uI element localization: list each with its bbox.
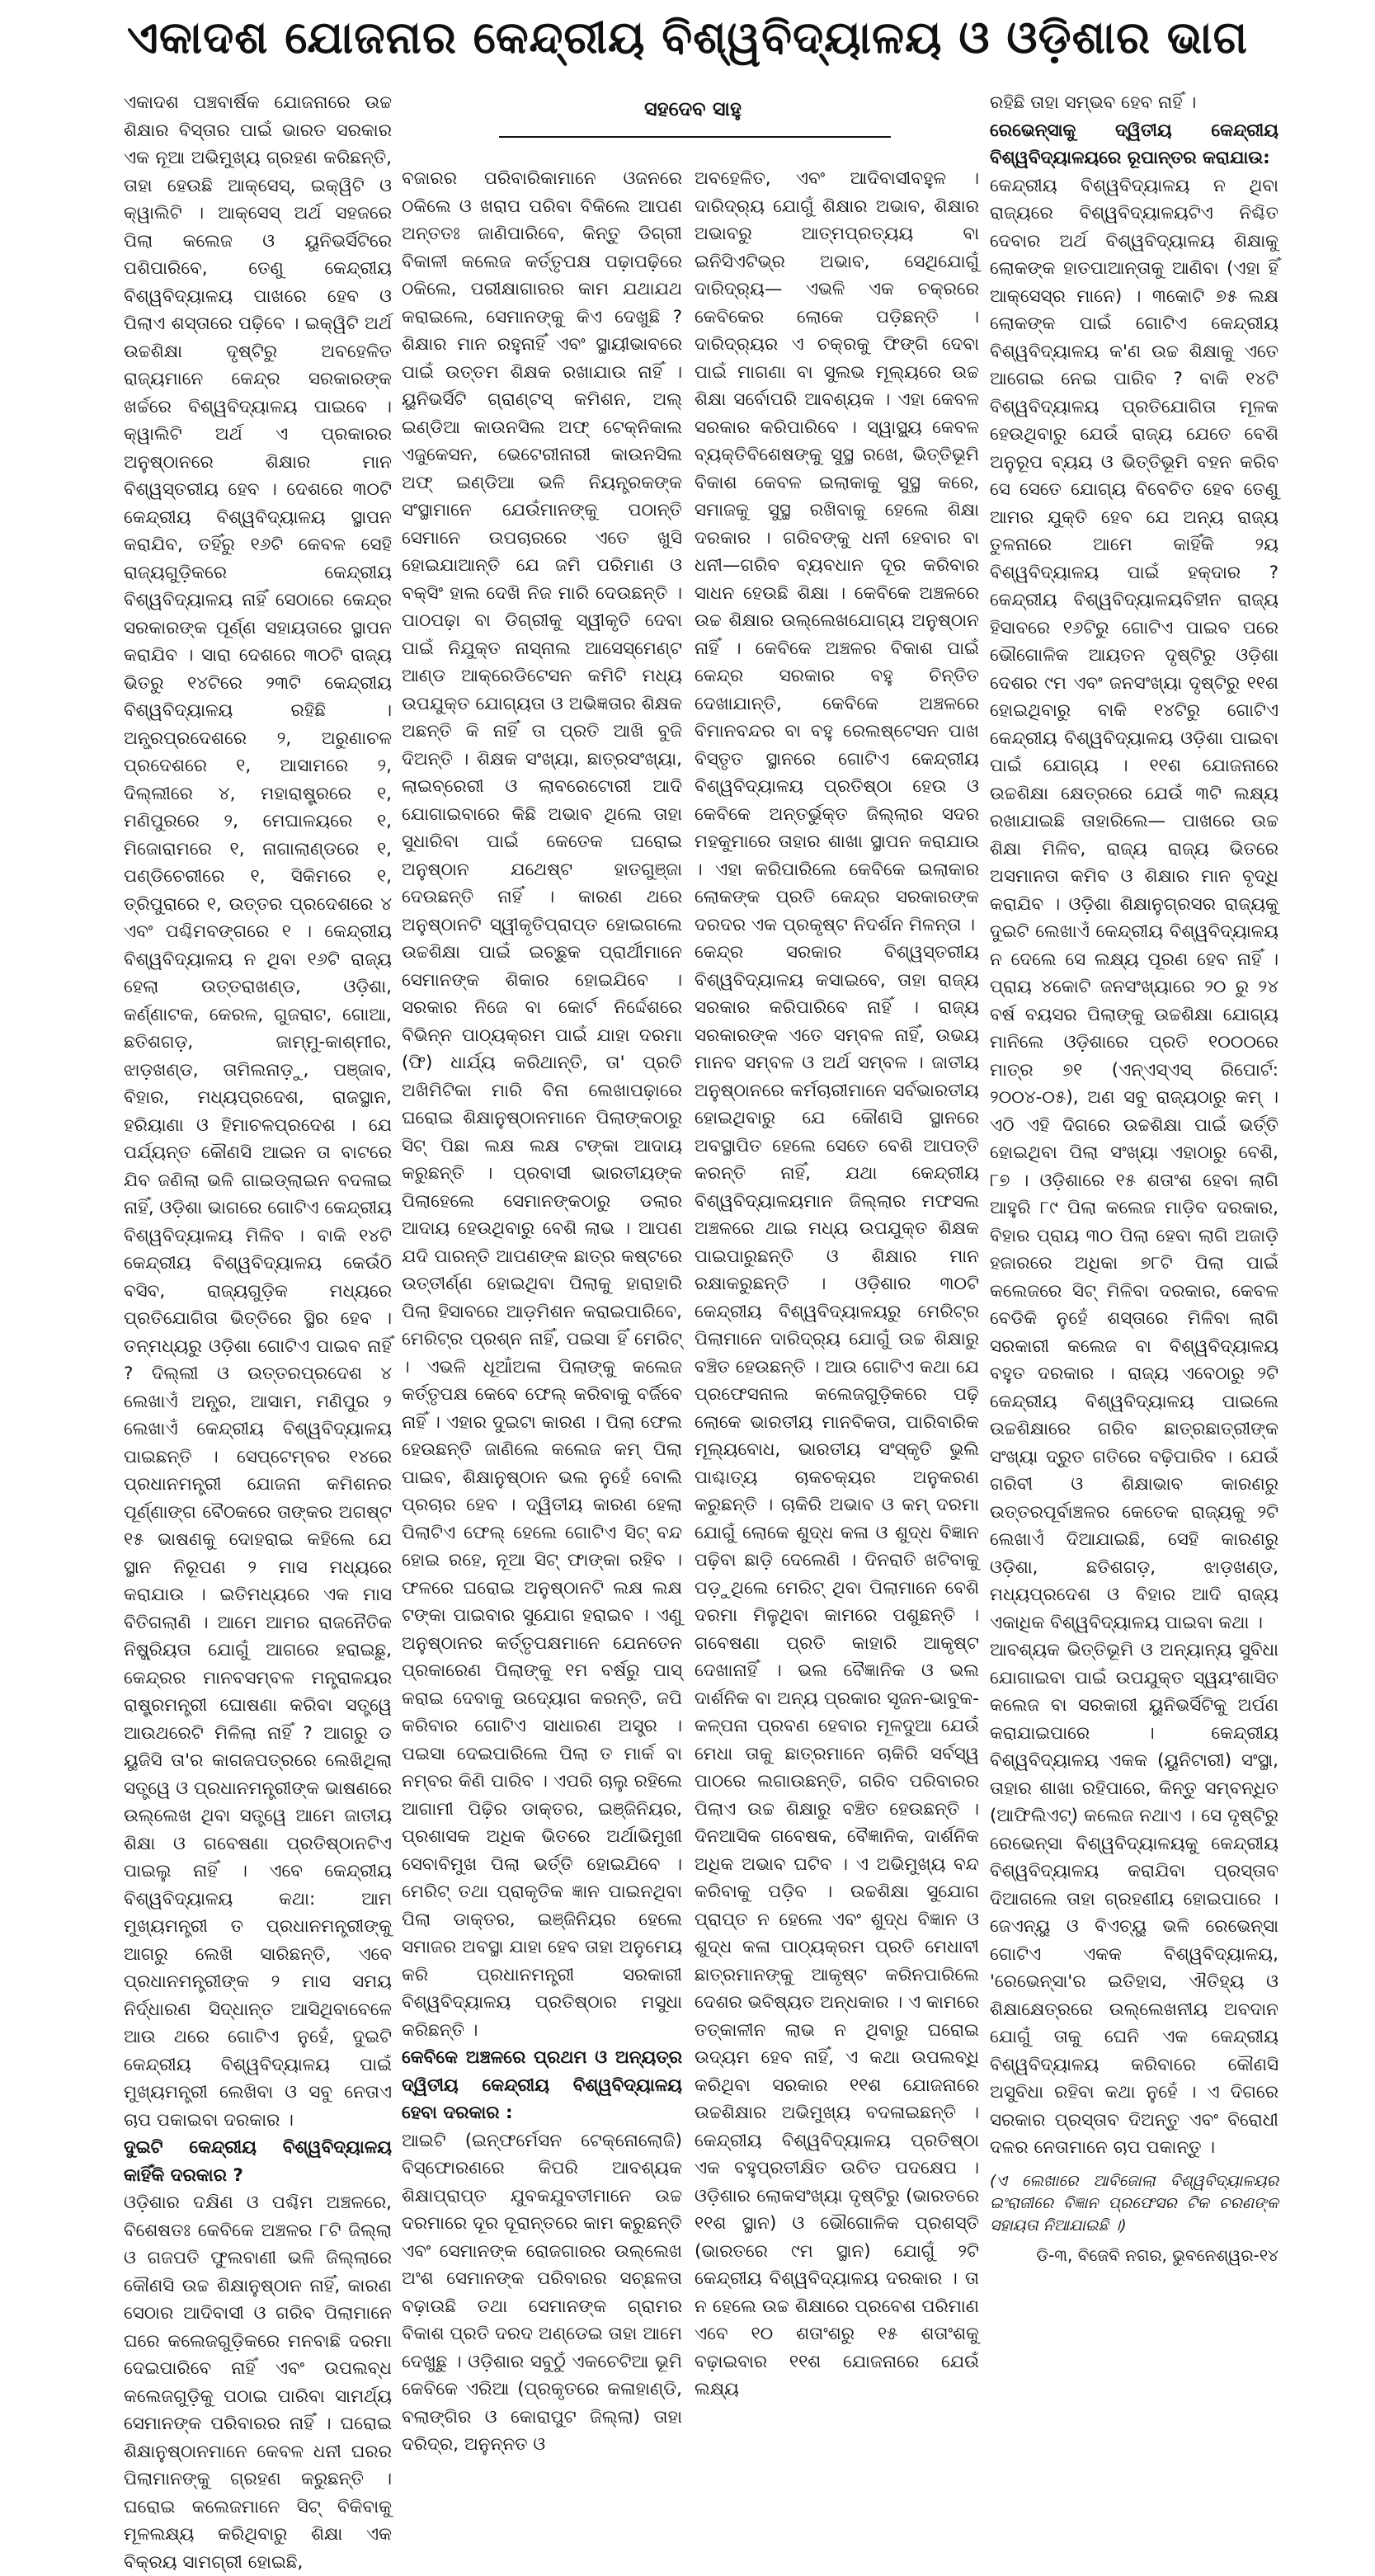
byline-rule: [499, 136, 891, 138]
author-address: ଡି-୩, ବିଜେବି ନଗର, ଭୁବନେଶ୍ୱର-୧୪: [1036, 2244, 1278, 2265]
paragraph: କେନ୍ଦ୍ରୀୟ ବିଶ୍ୱବିଦ୍ୟାଳୟ ନ ଥିବା ରାଜ୍ୟରେ ବିଶ୍ୱବିଦ୍ୟାଳୟଟିଏ ନିଶ୍ଚିତ ଦେବାର ଅର୍ଥ ବିଶ୍ୱବିଦ୍ୟାଳୟ ଶିକ୍ଷାକୁ ଲୋକଙ୍କ ହାତପାଆନ୍ତାକୁ ଆଣିବା (ଏହା ହିଁ ଆକ୍ସେସ୍‌ର ମାନେ) । ୩କୋଟି ୭୫ ଲକ୍ଷ ଲୋକଙ୍କ ପାଇଁ ଗୋଟିଏ କେନ୍ଦ୍ରୀୟ ବିଶ୍ୱବିଦ୍ୟାଳୟ କ'ଣ ଉଚ୍ଚ ଶିକ୍ଷାକୁ ଏତେ ଆଗେଇ ନେଇ ପାରିବ ? ବାକି ୧୪ଟି ବିଶ୍ୱବିଦ୍ୟାଳୟ ପ୍ରତିଯୋଗିତା ମୂଳକ ହେଉଥିବାରୁ ଯେଉଁ ରାଜ୍ୟ ଯେତେ ବେଶି ଅନୁରୂପ ବ୍ୟୟ ଓ ଭିତ୍ତିଭୂମି ବହନ କରିବ ସେ ସେତେ ଯୋଗ୍ୟ ବିବେଚିତ ହେବ ତେଣୁ ଆମର ଯୁକ୍ତି ହେବ ଯେ ଅନ୍ୟ ରାଜ୍ୟ ତୁଳନାରେ ଆମେ କାହିଁକି ୨ୟ ବିଶ୍ୱବିଦ୍ୟାଳୟ ପାଇଁ ହକ୍‌ଦାର ? କେନ୍ଦ୍ରୀୟ ବିଶ୍ୱବିଦ୍ୟାଳୟବିହୀନ ରାଜ୍ୟ ହିସାବରେ ୧୬ଟିରୁ ଗୋଟିଏ ପାଇବ ପରେ ଭୌଗୋଳିକ ଆୟତନ ଦୃଷ୍ଟିରୁ ଓଡ଼ିଶା ଦେଶର ୯ମ ଏବଂ ଜନସଂଖ୍ୟା ଦୃଷ୍ଟିରୁ ୧୧ଶ ହୋଇଥିବାରୁ ବାକି ୧୪ଟିରୁ ଗୋଟିଏ କେନ୍ଦ୍ରୀୟ ବିଶ୍ୱବିଦ୍ୟାଳୟ ଓଡ଼ିଶା ପାଇବା ପାଇଁ ଯୋଗ୍ୟ । ୧୧ଶ ଯୋଜନାରେ ଉଚ୍ଚଶିକ୍ଷା କ୍ଷେତ୍ରରେ ଯେଉଁ ୩ଟି ଲକ୍ଷ୍ୟ ରଖାଯାଇଛି ତାହାରିଲେ— ପାଖରେ ଉଚ୍ଚ ଶିକ୍ଷା ମିଳିବ, ରାଜ୍ୟ ରାଜ୍ୟ ଭିତରେ ଅସମାନତା କମିବ ଓ ଶିକ୍ଷାର ମାନ ବୃଦ୍ଧି କରାଯିବ । ଓଡ଼ିଶା ଶିକ୍ଷାନୁଗ୍ରସର ରାଜ୍ୟକୁ ଦୁଇଟି ଲେଖାଏଁ କେନ୍ଦ୍ରୀୟ ବିଶ୍ୱବିଦ୍ୟାଳୟ ନ ଦେଲେ ସେ ଲକ୍ଷ୍ୟ ପୂରଣ ହେବ ନାହିଁ । ପ୍ରାୟ ୪କୋଟି ଜନସଂଖ୍ୟାରେ ୨୦ ରୁ ୨୪ ବର୍ଷ ବୟସର ପିଲାଙ୍କୁ ଉଚ୍ଚଶିକ୍ଷା ଯୋଗ୍ୟ ମାନିଲେ ଓଡ଼ିଶାରେ ପ୍ରତି ୧୦୦୦ରେ ମାତ୍ର ୭୧ (ଏନ୍‌ଏସ୍‌ଏସ୍ ରିପୋର୍ଟ: ୨୦୦୪-୦୫), ଅଣ ସବୁ ରାଜ୍ୟଠାରୁ କମ୍ । ଏଠି ଏହି ଦିଗରେ ଉଚ୍ଚଶିକ୍ଷା ପାଇଁ ଭର୍ତ୍ତି ହୋଇଥିବା ପିଲା ସଂଖ୍ୟା ଏହାଠାରୁ ବେଶି, ୮୭ । ଓଡ଼ିଶାରେ ୧୫ ଶତାଂଶ ହେବା ଲାଗି ଆହୁରି ୮୯ ପିଲା କଲେଜ ମାଡ଼ିବ ଦରକାର, ବିହାର ପ୍ରାୟ ୩୦ ପିଲା ହେବା ଲାଗି ଅଜାଡ଼ି ହଜାରରେ ଅଧିକା ୭୮ଟି ପିଲା ପାଇଁ କଲେଜରେ ସିଟ୍ ମିଳିବା ଦରକାର, କେବଳ ବେଡିକି ନୁହେଁ ଶସ୍ତାରେ ମିଳିବା ଲାଗି ସରକାରୀ କଲେଜ ବା ବିଶ୍ୱବିଦ୍ୟାଳୟ ବହୁତ ଦରକାର । ରାଜ୍ୟ ଏବେଠାରୁ ୨ଟି କେନ୍ଦ୍ରୀୟ ବିଶ୍ୱବିଦ୍ୟାଳୟ ପାଇଲେ ଉଚ୍ଚଶିକ୍ଷାରେ ଗରିବ ଛାତ୍ରଛାତ୍ରୀଙ୍କ ସଂଖ୍ୟା ଦ୍ରୁତ ଗତିରେ ବଢ଼ିପାରିବ । ଯେଉଁ ଗରିବୀ ଓ ଶିକ୍ଷାଭାବ କାରଣରୁ ଉତ୍ତରପୂର୍ବାଞ୍ଚଳର କେତେକ ରାଜ୍ୟକୁ ୨ଟି ଲେଖାଏଁ ଦିଆଯାଇଛି, ସେହି କାରଣରୁ ଓଡ଼ିଶା, ଛତିଶଗଡ଼, ଝାଡ଼ଖଣ୍ଡ, ମଧ୍ୟପ୍ରଦେଶ ଓ ବିହାର ଆଦି ରାଜ୍ୟ ଏକାଧିକ ବିଶ୍ୱବିଦ୍ୟାଳୟ ପାଇବା କଥା ।: [990, 175, 1278, 1633]
article-column-3: [695, 165, 979, 2399]
paragraph: ଆଇଟି (ଇନ୍‌ଫର୍ମେସନ ଟେକ୍ନୋଲୋଜି) ବିସ୍ଫୋରଣରେ କିପରି ଆବଶ୍ୟକ ଶିକ୍ଷାପ୍ରାପ୍ତ ଯୁବକଯୁବତୀମାନେ ଉଚ୍ଚ ଦରମାରେ ଦୂର ଦୂରାନ୍ତରେ କାମ କରୁଛନ୍ତି ଏବଂ ସେମାନଙ୍କ ରୋଜଗାରର ଉଲ୍ଲେଖ ଅଂଶ ସେମାନଙ୍କ ପରିବାରର ସଚ୍ଛଳତା ବଢ଼ାଉଛି ତଥା ସେମାନଙ୍କ ଗ୍ରାମର ବିକାଶ ପ୍ରତି ଦରଦ ଅଣ୍ଡେଇ ତାହା ଆମେ ଦେଖୁଛୁ । ଓଡ଼ିଶାର ସବୁଠୁଁ ଏକଚେଟିଆ ଭୂମି କେବିକେ ଏରିଆ (ପ୍ରକୃତରେ କଳାହାଣ୍ଡି, ବଲାଙ୍ଗିର ଓ କୋରାପୁଟ ଜିଲ୍ଲା) ତାହା ଦରିଦ୍ର, ଅନୁନ୍ନତ ଓ: [402, 2130, 682, 2455]
paragraph: ବଜାରର ପରିବାରିକାମାନେ ଓଜନରେ ଠକିଲେ ଓ ଖରାପ ପରିବା ବିକିଲେ ଆପଣ ଅନ୍ତତଃ ଜାଣିପାରିବେ, କିନ୍ତୁ ଡିଗ୍ରୀ ବିକାଳୀ କଲେଜ କର୍ତ୍ତୃପକ୍ଷ ପଢ଼ାପଢ଼ିରେ ଠକିଲେ, ପରୀକ୍ଷାଗାରର କାମ ଯଥାଯଥ କରାଇଲେ, ସେମାନଙ୍କୁ କିଏ ଦେଖୁଛି ? ଶିକ୍ଷାର ମାନ ରହୁନାହିଁ ଏବଂ ସ୍ଥାୟୀଭାବରେ ପାଇଁ ଉତ୍ତମ ଶିକ୍ଷକ ରଖାଯାଉ ନାହିଁ । ୟୁନିଭର୍ସିଟି ଗ୍ରାଣ୍ଟସ୍ କମିଶନ, ଅଲ୍ ଇଣ୍ଡିଆ କାଉନସିଲ ଅଫ୍ ଟେକ୍ନିକାଲ ଏଜୁକେସନ, ଭେଟେରୀନାରୀ କାଉନସିଲ ଅଫ୍ ଇଣ୍ଡିଆ ଭଳି ନିୟନ୍ତ୍ରକଙ୍କ ସଂସ୍ଥାମାନେ ଯେଉଁମାନଙ୍କୁ ପଠାନ୍ତି ସେମାନେ ଉପଚାରରେ ଏତେ ଖୁସି ହୋଇଯାଆନ୍ତି ଯେ ଜମି ପରିମାଣ ଓ ବକ୍ସିଂ ହାଲ ଦେଖି ନିଜ ମାରି ଦେଉଛନ୍ତି । ପାଠପଢ଼ା ବା ଡିଗ୍ରୀକୁ ସ୍ୱୀକୃତି ଦେବା ପାଇଁ ନିଯୁକ୍ତ ନାସ୍‌ନାଲ ଆସେସ୍‌ମେଣ୍ଟ ଆଣ୍ଡ ଆକ୍ରେଡିଟେସନ କମିଟି ମଧ୍ୟ ଉପଯୁକ୍ତ ଯୋଗ୍ୟତା ଓ ଅଭିଜ୍ଞତାର ଶିକ୍ଷକ ଅଛନ୍ତି କି ନାହିଁ ତା ପ୍ରତି ଆଖି ବୁଜି ଦିଅନ୍ତି । ଶିକ୍ଷକ ସଂଖ୍ୟା, ଛାତ୍ରସଂଖ୍ୟା, ଲାଇବ୍ରେରୀ ଓ ଲାବରେଟୋରୀ ଆଦି ଯୋଗାଇବାରେ କିଛି ଅଭାବ ଥିଲେ ତାହା ସୁଧାରିବା ପାଇଁ କେତେକ ଘରୋଇ ଅନୁଷ୍ଠାନ ଯଥେଷ୍ଟ ହାତଗୁଞ୍ଜା ଦେଉଛନ୍ତି ନାହିଁ । କାରଣ ଥରେ ଅନୁଷ୍ଠାନଟି ସ୍ୱୀକୃତିପ୍ରାପ୍ତ ହୋଇଗଲେ ଉଚ୍ଚଶିକ୍ଷା ପାଇଁ ଇଚ୍ଛୁକ ପ୍ରାର୍ଥୀମାନେ ସେମାନଙ୍କ ଶିକାର ହୋଇଯିବେ । ସରକାର ନିଜେ ବା କୋର୍ଟ ନିର୍ଦ୍ଦେଶରେ ବିଭିନ୍ନ ପାଠ୍ୟକ୍ରମ ପାଇଁ ଯାହା ଦରମା (ଫି) ଧାର୍ଯ୍ୟ କରିଥାନ୍ତି, ତା' ପ୍ରତି ଅଖିମିଟିକା ମାରି ବିନା ଲେଖାପଢ଼ାରେ ଘରୋଇ ଶିକ୍ଷାନୁଷ୍ଠାନମାନେ ପିଲାଙ୍କଠାରୁ ସିଟ୍ ପିଛା ଲକ୍ଷ ଲକ୍ଷ ଟଙ୍କା ଆଦାୟ କରୁଛନ୍ତି । ପ୍ରବାସୀ ଭାରତୀୟଙ୍କ ପିଲାହେଲେ ସେମାନଙ୍କଠାରୁ ଡଲାର ଆଦାୟ ହେଉଥିବାରୁ ବେଶି ଲାଭ । ଆପଣ ଯଦି ପାରନ୍ତି ଆପଣଙ୍କ ଛାତ୍ର କଷ୍ଟରେ ଉତ୍ତୀର୍ଣ୍ଣ ହୋଇଥିବା ପିଲାକୁ ହାରାହାରି ପିଲା ହିସାବରେ ଆଡ଼ମିଶନ କରାଇପାରିବେ, ମେରିଟ୍‌ର ପ୍ରଶ୍ନ ନାହିଁ, ପଇସା ହିଁ ମେରିଟ୍ । ଏଭଳି ଧୂଆଁଅଳା ପିଲାଙ୍କୁ କଲେଜ କର୍ତ୍ତୃପକ୍ଷ କେବେ ଫେଲ୍ କରିବାକୁ ବର୍ଜିବେ ନାହିଁ । ଏହାର ଦୁଇଟା କାରଣ । ପିଲା ଫେଲ ହେଉଛନ୍ତି ଜାଣିଲେ କଲେଜ କମ୍ ପିଲା ପାଇବ, ଶିକ୍ଷାନୁଷ୍ଠାନ ଭଲ ନୁହେଁ ବୋଲି ପ୍ରଚାର ହେବ । ଦ୍ୱିତୀୟ କାରଣ ହେଲା ପିଲାଟିଏ ଫେଲ୍ ହେଲେ ଗୋଟିଏ ସିଟ୍ ବନ୍ଦ ହୋଇ ରହେ, ନୂଆ ସିଟ୍ ଫାଙ୍କା ରହିବ । ଫଳରେ ଘରୋଇ ଅନୁଷ୍ଠାନଟି ଲକ୍ଷ ଲକ୍ଷ ଟଙ୍କା ପାଇବାର ସୁଯୋଗ ହରାଇବ । ଏଣୁ ଅନୁଷ୍ଠାନର କର୍ତ୍ତୃପକ୍ଷମାନେ ଯେନତେନ ପ୍ରକାରେଣ ପିଲାଙ୍କୁ ୧ମ ବର୍ଷରୁ ପାସ୍ କରାଇ ଦେବାକୁ ଉଦ୍ୟୋଗ କରନ୍ତି, ଜପି କରିବାର ଗୋଟିଏ ସାଧାରଣ ଅସ୍ତ୍ର । ପଇସା ଦେଇପାରିଲେ ପିଲା ତ ମାର୍କ ବା ନମ୍ବର କିଣି ପାରିବ । ଏପରି ଚାଲୁ ରହିଲେ ଆଗାମୀ ପିଢ଼ିର ଡାକ୍ତର, ଇଞ୍ଜିନିୟର, ପ୍ରଶାସକ ଅଧିକ ଭିତରେ ଅର୍ଥାଭିମୁଖୀ ସେବାବିମୁଖ ପିଲା ଭର୍ତ୍ତି ହୋଇଯିବେ । ମେରିଟ୍ ତଥା ପ୍ରାକୃତିକ ଜ୍ଞାନ ପାଇନଥିବା ପିଲା ଡାକ୍ତର, ଇଞ୍ଜିନିୟର ହେଲେ ସମାଜର ଅବସ୍ଥା ଯାହା ହେବ ତାହା ଅନୁମେୟ କରି ପ୍ରଧାନମନ୍ତ୍ରୀ ସରକାରୀ ବିଶ୍ୱବିଦ୍ୟାଳୟ ପ୍ରତିଷ୍ଠାର ମସୁଧା କରିଛନ୍ତି ।: [402, 168, 682, 2041]
article-column-1: [124, 89, 392, 2573]
author-note: (ଏ ଲେଖାରେ ଆବିଜୋଲା ବିଶ୍ୱବିଦ୍ୟାଳୟର ଇଂରାଜୀରେ ବିଜ୍ଞାନ ପ୍ରଫେସର ଟିକ ଚରଣଙ୍କ ସହାୟତା ନିଆଯାଇଛି ।): [990, 2171, 1278, 2235]
paragraph: କେନ୍ଦ୍ର ସରକାର ବିଶ୍ୱସ୍ତରୀୟ ବିଶ୍ୱବିଦ୍ୟାଳୟ କସାଇବେ, ତାହା ରାଜ୍ୟ ସରକାର କରିପାରିବେ ନାହିଁ । ରାଜ୍ୟ ସରକାରଙ୍କ ଏତେ ସମ୍ବଳ ନାହିଁ, ଉଭୟ ମାନବ ସମ୍ବଳ ଓ ଅର୍ଥ ସମ୍ବଳ । ଜାତୀୟ ଅନୁଷ୍ଠାନରେ କର୍ମଚାରୀମାନେ ସର୍ବଭାରତୀୟ ହୋଇଥିବାରୁ ଯେ କୌଣସି ସ୍ଥାନରେ ଅବସ୍ଥାପିତ ହେଲେ ସେତେ ବେଶି ଆପତ୍ତି କରନ୍ତି ନାହିଁ, ଯଥା କେନ୍ଦ୍ରୀୟ ବିଶ୍ୱବିଦ୍ୟାଳୟମାନ ଜିଲ୍ଲାର ମଫସଲ ଅଞ୍ଚଳରେ ଥାଇ ମଧ୍ୟ ଉପଯୁକ୍ତ ଶିକ୍ଷକ ପାଇପାରୁଛନ୍ତି ଓ ଶିକ୍ଷାର ମାନ ରକ୍ଷାକରୁଛନ୍ତି । ଓଡ଼ିଶାର ୩୦ଟି କେନ୍ଦ୍ରୀୟ ବିଶ୍ୱବିଦ୍ୟାଳୟରୁ ମେରିଟ୍‌ର ପିଲାମାନେ ଦାରିଦ୍ର୍ୟ ଯୋଗୁଁ ଉଚ୍ଚ ଶିକ୍ଷାରୁ ବଞ୍ଚିତ ହେଉଛନ୍ତି । ଆଉ ଗୋଟିଏ କଥା ଯେ ପ୍ରଫେସନାଲ କଲେଜଗୁଡ଼ିକରେ ପଢ଼ି ଲୋକେ ଭାରତୀୟ ମାନବିକତା, ପାରିବାରିକ ମୂଲ୍ୟବୋଧ, ଭାରତୀୟ ସଂସ୍କୃତି ଭୁଲି ପାଶ୍ଚାତ୍ୟ ଚାକଚକ୍ୟର ଅନୁକରଣ କରୁଛନ୍ତି । ଚାକିରି ଅଭାବ ଓ କମ୍ ଦରମା ଯୋଗୁଁ ଲୋକେ ଶୁଦ୍ଧ କଳା ଓ ଶୁଦ୍ଧ ବିଜ୍ଞାନ ପଢ଼ିବା ଛାଡ଼ି ଦେଲେଣି । ଦିନରାତି ଖଟିବାକୁ ପଡ଼ୁଥିଲେ ମେରିଟ୍ ଥିବା ପିଲାମାନେ ବେଶି ଦରମା ମିଳୁଥିବା କାମରେ ପଶୁଛନ୍ତି । ଗବେଷଣା ପ୍ରତି କାହାରି ଆକୃଷ୍ଟ ଦେଖାନାହିଁ । ଭଲ ବୈଜ୍ଞାନିକ ଓ ଭଲ ଦାର୍ଶନିକ ବା ଅନ୍ୟ ପ୍ରକାର ସୃଜନ-ଭାବୁକ-କଳ୍ପନା ପ୍ରବଣ ହେବାର ମୂଳଦୁଆ ଯେଉଁ ମେଧା ତାକୁ ଛାତ୍ରମାନେ ଚାକିରି ସର୍ବସ୍ୱ ପାଠରେ ଲଗାଉଛନ୍ତି, ଗରିବ ପରିବାରର ପିଲାଏ ଉଚ୍ଚ ଶିକ୍ଷାରୁ ବଞ୍ଚିତ ହେଉଛନ୍ତି । ଦିନଆସିକ ଗବେଷକ, ବୈଜ୍ଞାନିକ, ଦାର୍ଶନିକ ଅଧିକ ଅଭାବ ଘଟିବ । ଏ ଅଭିମୁଖ୍ୟ ବନ୍ଦ କରିବାକୁ ପଡ଼ିବ । ଉଚ୍ଚଶିକ୍ଷା ସୁଯୋଗ ପ୍ରାପ୍ତ ନ ହେଲେ ଏବଂ ଶୁଦ୍ଧ ବିଜ୍ଞାନ ଓ ଶୁଦ୍ଧ କଳା ପାଠ୍ୟକ୍ରମ ପ୍ରତି ମେଧାବୀ ଛାତ୍ରମାନଙ୍କୁ ଆକୃଷ୍ଟ କରିନପାରିଲେ ଦେଶର ଭବିଷ୍ୟତ ଅନ୍ଧକାର । ଏ କାମରେ ତତ୍କାଳୀନ ଲାଭ ନ ଥିବାରୁ ଘରୋଇ ଉଦ୍ୟମ ହେବ ନାହିଁ, ଏ କଥା ଉପଲବ୍ଧି କରିଥିବା ସରକାର ୧୧ଶ ଯୋଜନାରେ ଉଚ୍ଚଶିକ୍ଷାର ଅଭିମୁଖ୍ୟ ବଦଳାଇଛନ୍ତି । କେନ୍ଦ୍ରୀୟ ବିଶ୍ୱବିଦ୍ୟାଳୟ ପ୍ରତିଷ୍ଠା ଏକ ବହୁପ୍ରତୀକ୍ଷିତ ଉଚିତ ପଦକ୍ଷେପ । ଓଡ଼ିଶାର ଲୋକସଂଖ୍ୟା ଦୃଷ୍ଟିରୁ (ଭାରତରେ ୧୧ଶ ସ୍ଥାନ) ଓ ଭୌଗୋଳିକ ପ୍ରଶସ୍ତି (ଭାରତରେ ୯ମ ସ୍ଥାନ) ଯୋଗୁଁ ୨ଟି କେନ୍ଦ୍ରୀୟ ବିଶ୍ୱବିଦ୍ୟାଳୟ ଦରକାର । ତା ନ ହେଲେ ଉଚ୍ଚ ଶିକ୍ଷାରେ ପ୍ରବେଶ ପରିମାଣ ଏବେ ୧୦ ଶତାଂଶରୁ ୧୫ ଶତାଂଶକୁ ବଢ଼ାଇବାର ୧୧ଶ ଯୋଜନାରେ ଯେଉଁ ଲକ୍ଷ୍ୟ: [695, 942, 979, 2399]
subheading: ରେଭେନ୍ସାକୁ ଦ୍ୱିତୀୟ କେନ୍ଦ୍ରୀୟ ବିଶ୍ୱବିଦ୍ୟାଳୟରେ ରୂପାନ୍ତର କରାଯାଉ:: [990, 120, 1278, 168]
subheading: କେବିକେ ଅଞ୍ଚଳରେ ପ୍ରଥମ ଓ ଅନ୍ୟତ୍ର ଦ୍ୱିତୀୟ କେନ୍ଦ୍ରୀୟ ବିଶ୍ୱବିଦ୍ୟାଳୟ ହେବା ଦରକାର :: [402, 2047, 682, 2123]
article-column-2: [402, 165, 682, 2455]
byline: ସହଦେବ ସାହୁ: [643, 97, 742, 120]
paragraph: ରହିଛି ତାହା ସମ୍ଭବ ହେବ ନାହିଁ ।: [990, 92, 1197, 113]
paragraph: ଓଡ଼ିଶାର ଦକ୍ଷିଣ ଓ ପଶ୍ଚିମ ଅଞ୍ଚଳରେ, ବିଶେଷତଃ କେବିକେ ଅଞ୍ଚଳର ୮ଟି ଜିଲ୍ଲା ଓ ଗଜପତି ଫୁଲବାଣୀ ଭଳି ଜିଲ୍ଲାରେ କୌଣସି ଉଚ୍ଚ ଶିକ୍ଷାନୁଷ୍ଠାନ ନାହିଁ, କାରଣ ସେଠାର ଆଦିବାସୀ ଓ ଗରିବ ପିଲାମାନେ ଘରେ କଲେଜଗୁଡ଼ିକରେ ମନବାଛି ଦରମା ଦେଇପାରିବେ ନାହିଁ ଏବଂ ଉପଲବ୍ଧ କଲେଜଗୁଡ଼ିକୁ ପଠାଇ ପାରିବା ସାମର୍ଥ୍ୟ ସେମାନଙ୍କ ପରିବାରର ନାହିଁ । ଘରୋଇ ଶିକ୍ଷାନୁଷ୍ଠାନମାନେ କେବଳ ଧନୀ ଘରର ପିଲାମାନଙ୍କୁ ଗ୍ରହଣ କରୁଛନ୍ତି । ଘରୋଇ କଲେଜମାନେ ସିଟ୍ ବିକିବାକୁ ମୂଳଲକ୍ଷ୍ୟ କରିଥିବାରୁ ଶିକ୍ଷା ଏକ ବିକ୍ରୟ ସାମଗ୍ରୀ ହୋଇଛି,: [124, 2192, 392, 2573]
paragraph: ଏକାଦଶ ପଞ୍ଚବାର୍ଷିକ ଯୋଜନାରେ ଉଚ୍ଚ ଶିକ୍ଷାର ବିସ୍ତାର ପାଇଁ ଭାରତ ସରକାର ଏକ ନୂଆ ଅଭିମୁଖ୍ୟ ଗ୍ରହଣ କରିଛନ୍ତି, ତାହା ହେଉଛି ଆକ୍ସେସ୍, ଇକ୍ୱିଟି ଓ କ୍ୱାଲିଟି । ଆକ୍ସେସ୍ ଅର୍ଥ ସହଜରେ ପିଲା କଲେଜ ଓ ୟୁନିଭର୍ସିଟିରେ ପଶିପାରିବେ, ତେଣୁ କେନ୍ଦ୍ରୀୟ ବିଶ୍ୱବିଦ୍ୟାଳୟ ପାଖରେ ହେବ ଓ ପିଲାଏ ଶସ୍ତାରେ ପଢ଼ିବେ । ଇକ୍ୱିଟି ଅର୍ଥ ଉଚ୍ଚଶିକ୍ଷା ଦୃଷ୍ଟିରୁ ଅବହେଳିତ ରାଜ୍ୟମାନେ କେନ୍ଦ୍ର ସରକାରଙ୍କ ଖର୍ଚ୍ଚରେ ବିଶ୍ୱବିଦ୍ୟାଳୟ ପାଇବେ । କ୍ୱାଲିଟି ଅର୍ଥ ଏ ପ୍ରକାରର ଅନୁଷ୍ଠାନରେ ଶିକ୍ଷାର ମାନ ବିଶ୍ୱସ୍ତରୀୟ ହେବ । ଦେଶରେ ୩୦ଟି କେନ୍ଦ୍ରୀୟ ବିଶ୍ୱବିଦ୍ୟାଳୟ ସ୍ଥାପନ କରାଯିବ, ତହିଁରୁ ୧୬ଟି କେବଳ ସେହି ରାଜ୍ୟଗୁଡ଼ିକରେ କେନ୍ଦ୍ରୀୟ ବିଶ୍ୱବିଦ୍ୟାଳୟ ନାହିଁ ସେଠାରେ କେନ୍ଦ୍ର ସରକାରଙ୍କ ପୂର୍ଣ୍ଣ ସହାୟତାରେ ସ୍ଥାପନ କରାଯିବ । ସାରା ଦେଶରେ ୩୦ଟି ରାଜ୍ୟ ଭିତରୁ ୧୪ଟିରେ ୨୩ଟି କେନ୍ଦ୍ରୀୟ ବିଶ୍ୱବିଦ୍ୟାଳୟ ରହିଛି । ଅନ୍ଧ୍ରପ୍ରଦେଶରେ ୨, ଅରୁଣାଚଳ ପ୍ରଦେଶରେ ୧, ଆସାମରେ ୨, ଦିଲ୍ଲୀରେ ୪, ମହାରାଷ୍ଟ୍ରରେ ୧, ମଣିପୁରରେ ୨, ମେଘାଳୟରେ ୧, ମିଜୋରାମରେ ୧, ନାଗାଲାଣ୍ଡରେ ୧, ପଣ୍ଡିଚେରୀରେ ୧, ସିକିମରେ ୧, ତ୍ରିପୁରାରେ ୧, ଉତ୍ତର ପ୍ରଦେଶରେ ୪ ଏବଂ ପଶ୍ଚିମବଙ୍ଗରେ ୧ । କେନ୍ଦ୍ରୀୟ ବିଶ୍ୱବିଦ୍ୟାଳୟ ନ ଥିବା ୧୬ଟି ରାଜ୍ୟ ହେଲା ଉତ୍ତରାଖଣ୍ଡ, ଓଡ଼ିଶା, କର୍ଣ୍ଣାଟକ, କେରଳ, ଗୁଜରାଟ, ଗୋଆ, ଛତିଶଗଡ଼, ଜାମ୍ମୁ-କାଶ୍ମୀର, ଝାଡ଼ଖଣ୍ଡ, ତାମିଲନାଡ଼ୁ, ପଞ୍ଜାବ, ବିହାର, ମଧ୍ୟପ୍ରଦେଶ, ରାଜସ୍ଥାନ, ହରିୟାଣା ଓ ହିମାଚଳପ୍ରଦେଶ । ଯେ ପର୍ଯ୍ୟନ୍ତ କୌଣସି ଆଇନ ତା ବାଟରେ ଯିବ ଜଣିଲା ଭଳି ଗାଇଡ୍‌ଲାଇନ ବଦଳାଇ ନାହିଁ, ଓଡ଼ିଶା ଭାଗରେ ଗୋଟିଏ କେନ୍ଦ୍ରୀୟ ବିଶ୍ୱବିଦ୍ୟାଳୟ ମିଳିବ । ବାକି ୧୪ଟି କେନ୍ଦ୍ରୀୟ ବିଶ୍ୱବିଦ୍ୟାଳୟ କେଉଁଠି ବସିବ, ରାଜ୍ୟଗୁଡ଼ିକ ମଧ୍ୟରେ ପ୍ରତିଯୋଗିତା ଭିତ୍ତିରେ ସ୍ଥିର ହେବ । ତନ୍ମଧ୍ୟରୁ ଓଡ଼ିଶା ଗୋଟିଏ ପାଇବ ନାହିଁ ? ଦିଲ୍ଲୀ ଓ ଉତ୍ତରପ୍ରଦେଶ ୪ ଲେଖାଏଁ ଅନ୍ଧ୍ର, ଆସାମ, ମଣିପୁର ୨ ଲେଖାଏଁ କେନ୍ଦ୍ରୀୟ ବିଶ୍ୱବିଦ୍ୟାଳୟ ପାଇଛନ୍ତି । ସେପ୍ଟେମ୍ବର ୧୪ରେ ପ୍ରଧାନମନ୍ତ୍ରୀ ଯୋଜନା କମିଶନର ପୂର୍ଣ୍ଣାଙ୍ଗ ବୈଠକରେ ତାଙ୍କର ଅଗଷ୍ଟ ୧୫ ଭାଷଣକୁ ଦୋହରାଇ କହିଲେ ଯେ ସ୍ଥାନ ନିରୂପଣ ୨ ମାସ ମଧ୍ୟରେ କରାଯାଉ । ଇତିମଧ୍ୟରେ ଏକ ମାସ ବିତିଗଲାଣି । ଆମେ ଆମର ରାଜନୈତିକ ନିଷ୍କ୍ରିୟତା ଯୋଗୁଁ ଆଗରେ ହରାଇଛୁ, କେନ୍ଦ୍ରର ମାନବସମ୍ବଳ ମନ୍ତ୍ରାଳୟର ରାଷ୍ଟ୍ରମନ୍ତ୍ରୀ ଘୋଷଣା କରିବା ସତ୍ତ୍ୱେ ଆଉଥରେଟି ମିଳିଲା ନାହିଁ ? ଆଗରୁ ଡ ୟୁଜିସି ତା'ର କାଗଜପତ୍ରରେ ଲେଖିଥିଲା ସତ୍ତ୍ୱେ ଓ ପ୍ରଧାନମନ୍ତ୍ରୀଙ୍କ ଭାଷଣରେ ଉଲ୍ଲେଖ ଥିବା ସତ୍ତ୍ୱେ ଆମେ ଜାତୀୟ ଶିକ୍ଷା ଓ ଗବେଷଣା ପ୍ରତିଷ୍ଠାନଟିଏ ପାଇଲୁ ନାହିଁ । ଏବେ କେନ୍ଦ୍ରୀୟ ବିଶ୍ୱବିଦ୍ୟାଳୟ କଥା: ଆମ ମୁଖ୍ୟମନ୍ତ୍ରୀ ତ ପ୍ରଧାନମନ୍ତ୍ରୀଙ୍କୁ ଆଗରୁ ଲେଖି ସାରିଛନ୍ତି, ଏବେ ପ୍ରଧାନମନ୍ତ୍ରୀଙ୍କ ୨ ମାସ ସମୟ ନିର୍ଦ୍ଧାରଣ ସିଦ୍ଧାନ୍ତ ଆସିଥିବାବେଳେ ଆଉ ଥରେ ଗୋଟିଏ ନୁହେଁ, ଦୁଇଟି କେନ୍ଦ୍ରୀୟ ବିଶ୍ୱବିଦ୍ୟାଳୟ ପାଇଁ ମୁଖ୍ୟମନ୍ତ୍ରୀ ଲେଖିବା ଓ ସବୁ ନେତାଏ ଚାପ ପକାଇବା ଦରକାର ।: [124, 92, 392, 2131]
headline: ଏକାଦଶ ଯୋଜନାର କେନ୍ଦ୍ରୀୟ ବିଶ୍ୱବିଦ୍ୟାଳୟ ଓ ଓଡ଼ିଶାର ଭାଗ: [126, 12, 1249, 64]
paragraph: ଅବହେଳିତ, ଏବଂ ଆଦିବାସୀବହୁଳ । ଦାରିଦ୍ର୍ୟ ଯୋଗୁଁ ଶିକ୍ଷାର ଅଭାବ, ଶିକ୍ଷାର ଅଭାବରୁ ଆତ୍ମପ୍ରତ୍ୟୟ ବା ଇନିସିଏଟିଭ୍‌ର ଅଭାବ, ସେଥିଯୋଗୁଁ ଦାରିଦ୍ର୍ୟ— ଏଭଳି ଏକ ଚକ୍ରରେ କେବିକେର ଲୋକେ ପଡ଼ିଛନ୍ତି । ଦାରିଦ୍ର୍ୟର ଏ ଚକ୍ରକୁ ଫିଙ୍ଗି ଦେବା ପାଇଁ ମାଗଣା ବା ସୁଲଭ ମୂଲ୍ୟରେ ଉଚ୍ଚ ଶିକ୍ଷା ସର୍ବୋପରି ଆବଶ୍ୟକ । ଏହା କେବଳ ସରକାର କରିପାରିବେ । ସ୍ୱାସ୍ଥ୍ୟ କେବଳ ବ୍ୟକ୍ତିବିଶେଷଙ୍କୁ ସୁସ୍ଥ ରଖେ, ଭିତ୍ତିଭୂମି ବିକାଶ କେବଳ ଇଲାକାକୁ ସୁସ୍ଥ କରେ, ସମାଜକୁ ସୁସ୍ଥ ରଖିବାକୁ ହେଲେ ଶିକ୍ଷା ଦରକାର । ଗରିବଙ୍କୁ ଧନୀ ହେବାର ବା ଧନୀ—ଗରିବ ବ୍ୟବଧାନ ଦୂର କରିବାର ସାଧନ ହେଉଛି ଶିକ୍ଷା । କେବିକେ ଅଞ୍ଚଳରେ ଉଚ୍ଚ ଶିକ୍ଷାର ଉଲ୍ଲେଖଯୋଗ୍ୟ ଅନୁଷ୍ଠାନ ନାହିଁ । କେବିକେ ଅଞ୍ଚଳର ବିକାଶ ପାଇଁ କେନ୍ଦ୍ର ସରକାର ବହୁ ଚିନ୍ତିତ ଦେଖାଯାନ୍ତି, କେବିକେ ଅଞ୍ଚଳରେ ବିମାନବନ୍ଦର ବା ବହୁ ରେଲଷ୍ଟେସନ ପାଖ ବିସ୍ତୃତ ସ୍ଥାନରେ ଗୋଟିଏ କେନ୍ଦ୍ରୀୟ ବିଶ୍ୱବିଦ୍ୟାଳୟ ପ୍ରତିଷ୍ଠା ହେଉ ଓ କେବିକେ ଅନ୍ତର୍ଭୁକ୍ତ ଜିଲ୍ଲାର ସଦର ମହକୁମାରେ ତାହାର ଶାଖା ସ୍ଥାପନ କରାଯାଉ । ଏହା କରିପାରିଲେ କେବିକେ ଇଲାକାର ଲୋକଙ୍କ ପ୍ରତି କେନ୍ଦ୍ର ସରକାରଙ୍କ ଦରଦର ଏକ ପ୍ରକୃଷ୍ଟ ନିଦର୍ଶନ ମିଳନ୍ତା ।: [695, 168, 979, 935]
subheading: ଦୁଇଟି କେନ୍ଦ୍ରୀୟ ବିଶ୍ୱବିଦ୍ୟାଳୟ କାହିଁକି ଦରକାର ?: [124, 2137, 392, 2186]
paragraph: ଆବଶ୍ୟକ ଭିତ୍ତିଭୂମି ଓ ଅନ୍ୟାନ୍ୟ ସୁବିଧା ଯୋଗାଇବା ପାଇଁ ଉପଯୁକ୍ତ ସ୍ୱୟଂଶାସିତ କଲେଜ ବା ସରକାରୀ ୟୁନିଭର୍ସିଟିକୁ ଅର୍ପଣ କରାଯାଇପାରେ । କେନ୍ଦ୍ରୀୟ ବିଶ୍ୱବିଦ୍ୟାଳୟ ଏକକ (ୟୁନିଟାରୀ) ସଂସ୍ଥା, ତାହାର ଶାଖା ରହିପାରେ, କିନ୍ତୁ ସମ୍ବନ୍ଧିତ (ଆଫିଲିଏଟ୍) କଲେଜ ନଥାଏ । ସେ ଦୃଷ୍ଟିରୁ ରେଭେନ୍ସା ବିଶ୍ୱବିଦ୍ୟାଳୟକୁ କେନ୍ଦ୍ରୀୟ ବିଶ୍ୱବିଦ୍ୟାଳୟ କରାଯିବା ପ୍ରସ୍ତାବ ଦିଆଗଲେ ତାହା ଗ୍ରହଣୀୟ ହୋଇପାରେ । ଜେଏନ୍‌ୟୁ ଓ ବିଏଚ୍‌ୟୁ ଭଳି ରେଭେନ୍ସା ଗୋଟିଏ ଏକକ ବିଶ୍ୱବିଦ୍ୟାଳୟ, 'ରେଭେନ୍ସା'ର ଇତିହାସ, ଐତିହ୍ୟ ଓ ଶିକ୍ଷାକ୍ଷେତ୍ରରେ ଉଲ୍ଲେଖନୀୟ ଅବଦାନ ଯୋଗୁଁ ତାକୁ ଘେନି ଏକ କେନ୍ଦ୍ରୀୟ ବିଶ୍ୱବିଦ୍ୟାଳୟ କରିବାରେ କୌଣସି ଅସୁବିଧା ରହିବା କଥା ନୁହେଁ । ଏ ଦିଗରେ ସରକାର ପ୍ରସ୍ତାବ ଦିଅନ୍ତୁ ଏବଂ ବିରୋଧୀ ଦଳର ନେତାମାନେ ଚାପ ପକାନ୍ତୁ ।: [990, 1640, 1278, 2158]
article-column-4: [990, 89, 1278, 2265]
